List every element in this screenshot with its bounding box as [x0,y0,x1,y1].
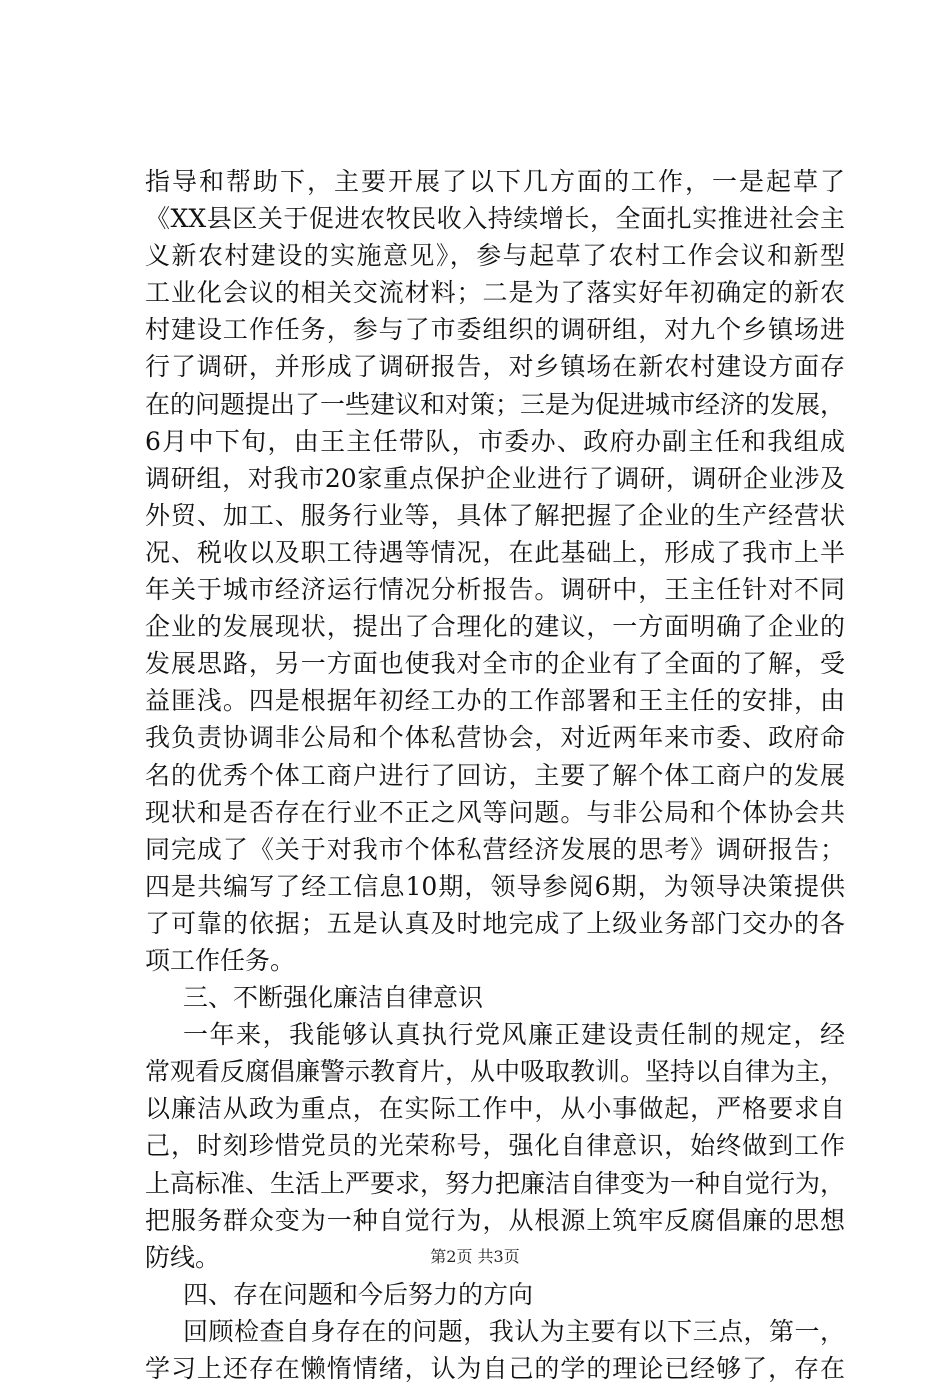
text-line: 义新农村建设的实施意见》，参与起草了农村工作会议和新型 [145,241,845,271]
text-line: 6月中下旬，由王主任带队，市委办、政府办副主任和我组成 [145,426,845,456]
text-line: 回顾检查自身存在的问题，我认为主要有以下三点，第一， [183,1316,845,1346]
text-line: 《XX县区关于促进农牧民收入持续增长，全面扎实推进社会主 [145,204,845,234]
text-line: 村建设工作任务，参与了市委组织的调研组，对九个乡镇场进 [145,315,845,345]
page-footer: 第2页 共3页 [430,1247,520,1266]
text-line: 把服务群众变为一种自觉行为，从根源上筑牢反腐倡廉的思想 [145,1205,845,1235]
text-line: 常观看反腐倡廉警示教育片，从中吸取教训。坚持以自律为主， [145,1057,846,1087]
text-line: 外贸、加工、服务行业等，具体了解把握了企业的生产经营状 [145,500,845,530]
section-heading: 四、存在问题和今后努力的方向 [183,1279,534,1309]
section-heading: 三、不断强化廉洁自律意识 [183,983,484,1013]
text-line: 况、税收以及职工待遇等情况，在此基础上，形成了我市上半 [145,537,845,567]
text-line: 项工作任务。 [145,945,296,975]
text-line: 同完成了《关于对我市个体私营经济发展的思考》调研报告； [145,834,845,864]
text-line: 防线。 [145,1242,221,1272]
text-line: 四是共编写了经工信息10期，领导参阅6期，为领导决策提供 [145,871,845,901]
text-line: 发展思路，另一方面也使我对全市的企业有了全面的了解，受 [145,649,845,679]
text-line: 学习上还存在懒惰情绪，认为自己的学的理论已经够了，存在 [145,1354,845,1383]
text-line: 了可靠的依据；五是认真及时地完成了上级业务部门交办的各 [145,908,845,938]
text-line: 行了调研，并形成了调研报告，对乡镇场在新农村建设方面存 [145,352,845,382]
text-line: 名的优秀个体工商户进行了回访，主要了解个体工商户的发展 [145,760,845,790]
text-line: 工业化会议的相关交流材料；二是为了落实好年初确定的新农 [145,278,845,308]
text-line: 现状和是否存在行业不正之风等问题。与非公局和个体协会共 [145,797,845,827]
text-line: 我负责协调非公局和个体私营协会，对近两年来市委、政府命 [145,723,845,753]
text-line: 调研组，对我市20家重点保护企业进行了调研，调研企业涉及 [145,463,845,493]
text-line: 上高标准、生活上严要求，努力把廉洁自律变为一种自觉行为， [145,1168,846,1198]
text-line: 在的问题提出了一些建议和对策；三是为促进城市经济的发展， [145,389,846,419]
text-line: 以廉洁从政为重点，在实际工作中，从小事做起，严格要求自 [145,1094,845,1124]
text-line: 己，时刻珍惜党员的光荣称号，强化自律意识，始终做到工作 [145,1131,845,1161]
text-line: 指导和帮助下，主要开展了以下几方面的工作，一是起草了 [145,167,845,196]
text-line: 年关于城市经济运行情况分析报告。调研中，王主任针对不同 [145,575,845,605]
document-body [145,163,845,1387]
text-line: 益匪浅。四是根据年初经工办的工作部署和王主任的安排，由 [145,686,845,716]
text-line: 企业的发展现状，提出了合理化的建议，一方面明确了企业的 [145,612,845,642]
text-line: 一年来，我能够认真执行党风廉正建设责任制的规定，经 [183,1020,845,1050]
